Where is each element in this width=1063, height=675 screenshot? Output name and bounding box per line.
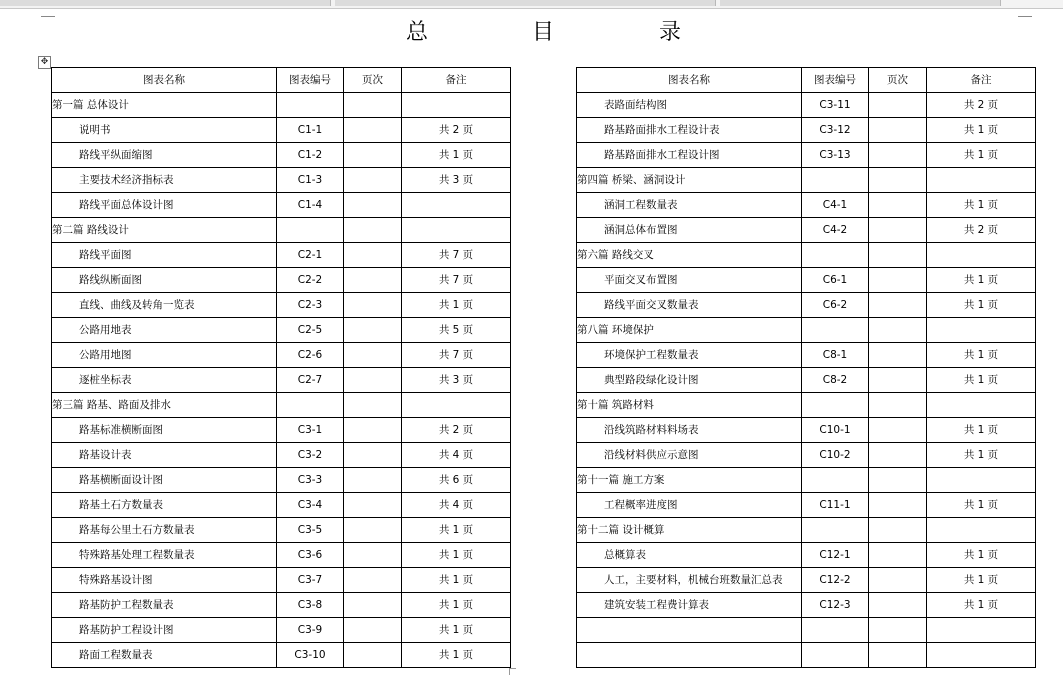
cell-page [344, 168, 402, 193]
cell-code: C1-1 [277, 118, 344, 143]
cell-page [869, 543, 927, 568]
cell-code [802, 643, 869, 668]
toolbar-segment [335, 0, 716, 6]
cell-page [344, 293, 402, 318]
cell-page [344, 493, 402, 518]
cell-code: C8-2 [802, 368, 869, 393]
col-header-note: 备注 [927, 68, 1036, 93]
cell-code: C3-2 [277, 443, 344, 468]
col-header-page: 页次 [344, 68, 402, 93]
toc-table-left [51, 67, 511, 668]
cell-code [277, 218, 344, 243]
cell-name: 路基土石方数量表 [52, 493, 277, 518]
cell-note: 共 1 页 [927, 293, 1036, 318]
cell-note: 共 1 页 [402, 143, 511, 168]
table-row [52, 543, 511, 568]
cell-name: 路基路面排水工程设计表 [577, 118, 802, 143]
cell-name: 路基设计表 [52, 443, 277, 468]
col-header-code: 图表编号 [277, 68, 344, 93]
cell-name: 典型路段绿化设计图 [577, 368, 802, 393]
cell-code: C2-2 [277, 268, 344, 293]
toc-table-right [576, 67, 1036, 668]
page-corner-mark [1018, 6, 1032, 17]
section-row [577, 468, 1036, 493]
cell-note: 共 7 页 [402, 268, 511, 293]
table-row [52, 568, 511, 593]
cell-name: 特殊路基处理工程数量表 [52, 543, 277, 568]
title-char: 目 [532, 20, 555, 45]
cell-code: C2-6 [277, 343, 344, 368]
cell-name: 建筑安装工程费计算表 [577, 593, 802, 618]
cell-note: 共 1 页 [927, 443, 1036, 468]
cell-page [869, 593, 927, 618]
page-corner-mark [41, 6, 55, 17]
cell-code: C3-3 [277, 468, 344, 493]
cell-page [344, 393, 402, 418]
cell-code [277, 393, 344, 418]
cell-code: C1-2 [277, 143, 344, 168]
cell-note: 共 4 页 [402, 493, 511, 518]
cell-page [869, 318, 927, 343]
cell-note: 共 1 页 [402, 518, 511, 543]
table-row [577, 368, 1036, 393]
cell-code [802, 468, 869, 493]
cell-note: 共 2 页 [927, 93, 1036, 118]
cell-page [344, 468, 402, 493]
cell-page [344, 218, 402, 243]
table-row [52, 593, 511, 618]
cell-name: 路基横断面设计图 [52, 468, 277, 493]
cell-page [869, 443, 927, 468]
section-row [52, 93, 511, 118]
cell-page [869, 293, 927, 318]
cell-page [869, 168, 927, 193]
cell-note [402, 218, 511, 243]
table-row [52, 168, 511, 193]
table-row [577, 343, 1036, 368]
cell-note: 共 1 页 [927, 593, 1036, 618]
cell-page [869, 118, 927, 143]
cell-name: 路面工程数量表 [52, 643, 277, 668]
cell-name: 表路面结构图 [577, 93, 802, 118]
cell-page [869, 518, 927, 543]
table-row [52, 318, 511, 343]
section-row [577, 243, 1036, 268]
cell-page [344, 518, 402, 543]
table-move-handle-icon[interactable]: ✥ [38, 56, 51, 69]
cell-note: 共 1 页 [927, 493, 1036, 518]
cell-note: 共 3 页 [402, 368, 511, 393]
cell-note [927, 468, 1036, 493]
cell-code: C8-1 [802, 343, 869, 368]
cell-name: 说明书 [52, 118, 277, 143]
cell-name: 第一篇 总体设计 [52, 93, 277, 118]
table-row [52, 268, 511, 293]
cell-page [344, 118, 402, 143]
cell-name: 第二篇 路线设计 [52, 218, 277, 243]
cell-code: C1-3 [277, 168, 344, 193]
table-row [577, 293, 1036, 318]
cell-note [402, 93, 511, 118]
cell-note [927, 618, 1036, 643]
section-row [52, 393, 511, 418]
cell-page [344, 643, 402, 668]
table-row [52, 368, 511, 393]
cell-code [277, 93, 344, 118]
cell-page [344, 443, 402, 468]
cell-name: 总概算表 [577, 543, 802, 568]
cell-note: 共 2 页 [402, 118, 511, 143]
cell-note: 共 1 页 [927, 118, 1036, 143]
cell-page [344, 243, 402, 268]
cell-name: 第三篇 路基、路面及排水 [52, 393, 277, 418]
cell-note [927, 643, 1036, 668]
cell-code [802, 518, 869, 543]
cell-page [869, 393, 927, 418]
cell-note: 共 1 页 [402, 543, 511, 568]
cell-page [869, 243, 927, 268]
cell-name: 特殊路基设计图 [52, 568, 277, 593]
col-header-name: 图表名称 [52, 68, 277, 93]
cell-page [344, 618, 402, 643]
cell-code: C2-3 [277, 293, 344, 318]
cell-name: 平面交叉布置图 [577, 268, 802, 293]
cell-code: C12-1 [802, 543, 869, 568]
col-header-page: 页次 [869, 68, 927, 93]
cell-note: 共 1 页 [927, 368, 1036, 393]
window-top-strip [0, 0, 1063, 9]
table-row [52, 643, 511, 668]
table-row [577, 218, 1036, 243]
cell-code: C2-7 [277, 368, 344, 393]
cell-page [344, 143, 402, 168]
cell-code: C3-12 [802, 118, 869, 143]
table-row [577, 418, 1036, 443]
cell-code: C2-5 [277, 318, 344, 343]
table-row [52, 193, 511, 218]
cell-code: C10-2 [802, 443, 869, 468]
cell-page [869, 218, 927, 243]
cell-note [927, 168, 1036, 193]
table-row [577, 593, 1036, 618]
cell-page [869, 93, 927, 118]
cell-page [344, 368, 402, 393]
table-row [52, 468, 511, 493]
cell-note: 共 7 页 [402, 343, 511, 368]
cell-name: 路线平面图 [52, 243, 277, 268]
cell-page [344, 268, 402, 293]
cell-name: 路线平纵面缩图 [52, 143, 277, 168]
cell-page [344, 93, 402, 118]
section-row [577, 518, 1036, 543]
cell-name: 涵洞工程数量表 [577, 193, 802, 218]
cell-name: 环境保护工程数量表 [577, 343, 802, 368]
cell-note: 共 1 页 [927, 418, 1036, 443]
cell-note: 共 1 页 [927, 543, 1036, 568]
cell-page [869, 343, 927, 368]
cell-note: 共 6 页 [402, 468, 511, 493]
cell-name: 路基防护工程设计图 [52, 618, 277, 643]
cell-name: 第十二篇 设计概算 [577, 518, 802, 543]
table-row [52, 418, 511, 443]
cell-code: C1-4 [277, 193, 344, 218]
table-header-row [577, 68, 1036, 93]
table-row [52, 293, 511, 318]
cell-name: 人工，主要材料，机械台班数量汇总表 [577, 568, 802, 593]
cell-note: 共 2 页 [402, 418, 511, 443]
cell-code: C12-2 [802, 568, 869, 593]
table-row [577, 93, 1036, 118]
cell-page [344, 593, 402, 618]
title-char: 录 [659, 20, 682, 45]
cell-code: C12-3 [802, 593, 869, 618]
cell-name: 第六篇 路线交叉 [577, 243, 802, 268]
cell-note: 共 3 页 [402, 168, 511, 193]
cell-name: 直线、曲线及转角一览表 [52, 293, 277, 318]
table-row [577, 618, 1036, 643]
cell-page [869, 268, 927, 293]
cell-page [869, 568, 927, 593]
table-row [577, 568, 1036, 593]
table-row [577, 493, 1036, 518]
cell-note: 共 1 页 [927, 343, 1036, 368]
table-row [577, 143, 1036, 168]
cell-page [344, 318, 402, 343]
cell-note [927, 243, 1036, 268]
cell-note: 共 1 页 [402, 618, 511, 643]
cell-name: 第四篇 桥梁、涵洞设计 [577, 168, 802, 193]
cell-page [869, 193, 927, 218]
cell-note: 共 1 页 [927, 143, 1036, 168]
cell-note: 共 5 页 [402, 318, 511, 343]
cell-page [869, 368, 927, 393]
cell-code: C3-10 [277, 643, 344, 668]
cell-page [344, 543, 402, 568]
cell-note [927, 518, 1036, 543]
cell-name: 第十一篇 施工方案 [577, 468, 802, 493]
cell-page [869, 418, 927, 443]
cell-page [344, 343, 402, 368]
cell-code: C3-1 [277, 418, 344, 443]
cell-name: 公路用地图 [52, 343, 277, 368]
table-row [52, 243, 511, 268]
cell-name: 路线纵断面图 [52, 268, 277, 293]
cell-page [344, 193, 402, 218]
cell-code [802, 393, 869, 418]
cell-page [344, 418, 402, 443]
cell-name: 路线平面交叉数量表 [577, 293, 802, 318]
cell-name: 路基路面排水工程设计图 [577, 143, 802, 168]
cell-name: 沿线材料供应示意图 [577, 443, 802, 468]
cell-name: 路基防护工程数量表 [52, 593, 277, 618]
table-row [52, 518, 511, 543]
cell-page [869, 643, 927, 668]
cell-name: 路基标准横断面图 [52, 418, 277, 443]
table-row [52, 143, 511, 168]
cell-note [402, 193, 511, 218]
cell-page [869, 618, 927, 643]
cell-code: C3-4 [277, 493, 344, 518]
cell-note [927, 318, 1036, 343]
cell-name: 涵洞总体布置图 [577, 218, 802, 243]
table-row [52, 493, 511, 518]
table-header-row [52, 68, 511, 93]
col-header-code: 图表编号 [802, 68, 869, 93]
cell-page [344, 568, 402, 593]
cell-note [927, 393, 1036, 418]
cell-note: 共 1 页 [402, 293, 511, 318]
cell-name: 工程概率进度图 [577, 493, 802, 518]
section-row [577, 393, 1036, 418]
cell-code [802, 243, 869, 268]
cell-code [802, 168, 869, 193]
cell-code: C4-2 [802, 218, 869, 243]
cell-page [869, 143, 927, 168]
cell-name: 公路用地表 [52, 318, 277, 343]
cell-code: C3-13 [802, 143, 869, 168]
cell-note: 共 1 页 [927, 193, 1036, 218]
cell-code: C3-7 [277, 568, 344, 593]
section-row [52, 218, 511, 243]
cell-note: 共 4 页 [402, 443, 511, 468]
cell-note: 共 1 页 [927, 268, 1036, 293]
cell-note: 共 1 页 [402, 593, 511, 618]
cell-code: C11-1 [802, 493, 869, 518]
cell-code [802, 318, 869, 343]
cell-note: 共 1 页 [927, 568, 1036, 593]
cell-name: 路线平面总体设计图 [52, 193, 277, 218]
cell-code: C6-2 [802, 293, 869, 318]
table-row [52, 618, 511, 643]
col-header-name: 图表名称 [577, 68, 802, 93]
cell-name: 逐桩坐标表 [52, 368, 277, 393]
table-row [577, 118, 1036, 143]
cell-code [802, 618, 869, 643]
table-row [577, 543, 1036, 568]
table-row [52, 443, 511, 468]
cell-code: C3-11 [802, 93, 869, 118]
col-header-note: 备注 [402, 68, 511, 93]
table-row [577, 193, 1036, 218]
table-row [52, 118, 511, 143]
page-title [0, 18, 1063, 48]
table-row [577, 643, 1036, 668]
section-row [577, 168, 1036, 193]
cell-name [577, 618, 802, 643]
cell-name: 主要技术经济指标表 [52, 168, 277, 193]
table-row [52, 343, 511, 368]
cell-code: C3-9 [277, 618, 344, 643]
cell-note: 共 1 页 [402, 643, 511, 668]
cell-code: C6-1 [802, 268, 869, 293]
cell-code: C3-5 [277, 518, 344, 543]
cell-code: C2-1 [277, 243, 344, 268]
table-row [577, 443, 1036, 468]
cell-page [869, 468, 927, 493]
cell-name: 第八篇 环境保护 [577, 318, 802, 343]
cell-code: C3-6 [277, 543, 344, 568]
cell-name: 第十篇 筑路材料 [577, 393, 802, 418]
title-char: 总 [406, 20, 429, 45]
cell-name: 路基每公里土石方数量表 [52, 518, 277, 543]
table-row [577, 268, 1036, 293]
cell-note [402, 393, 511, 418]
cell-note: 共 1 页 [402, 568, 511, 593]
toolbar-segment [720, 0, 1001, 6]
cell-page [869, 493, 927, 518]
cell-name: 沿线筑路材料料场表 [577, 418, 802, 443]
cell-note: 共 7 页 [402, 243, 511, 268]
cell-code: C3-8 [277, 593, 344, 618]
cell-code: C10-1 [802, 418, 869, 443]
section-row [577, 318, 1036, 343]
cell-note: 共 2 页 [927, 218, 1036, 243]
cell-name [577, 643, 802, 668]
cell-code: C4-1 [802, 193, 869, 218]
